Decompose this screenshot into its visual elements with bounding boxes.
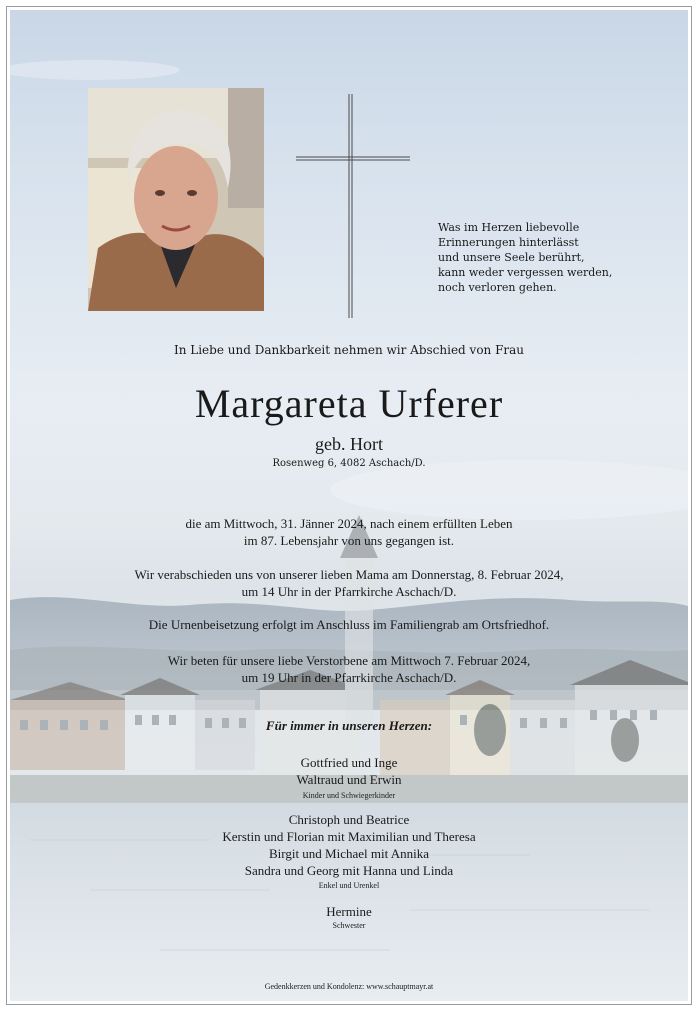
sister-name: Hermine — [326, 904, 372, 919]
death-notice-line: die am Mittwoch, 31. Jänner 2024, nach einem erfüllten Leben — [185, 516, 513, 531]
prayer-line: Wir beten für unsere liebe Verstorbene am Mittwoch 7. Februar 2024, — [167, 653, 531, 668]
deceased-name: Margareta Urferer — [194, 381, 504, 426]
portrait-photo — [88, 88, 264, 311]
mourner-name: Waltraud und Erwin — [296, 772, 402, 787]
quote-line: Erinnerungen hinterlässt — [438, 236, 579, 249]
children-list — [10, 754, 688, 788]
prayer-notice — [10, 652, 688, 686]
quote-line: Was im Herzen liebevolle — [438, 221, 580, 234]
mourner-name: Christoph und Beatrice — [288, 812, 410, 827]
children-label: Kinder und Schwiegerkinder — [302, 791, 396, 800]
obituary-card — [10, 10, 688, 1001]
farewell-notice — [10, 566, 688, 600]
quote-line: und unsere Seele berührt, — [438, 251, 585, 264]
death-notice — [10, 515, 688, 549]
intro-text: In Liebe und Dankbarkeit nehmen wir Abschied von Frau — [173, 343, 525, 357]
motto: Für immer in unseren Herzen: — [265, 718, 433, 733]
urn-notice: Die Urnenbeisetzung erfolgt im Anschluss im Familiengrab am Ortsfriedhof. — [148, 617, 550, 632]
maiden-name: geb. Hort — [315, 434, 383, 454]
farewell-line: um 14 Uhr in der Pfarrkirche Aschach/D. — [241, 584, 457, 599]
mourner-name: Birgit und Michael mit Annika — [268, 846, 430, 861]
mourner-name: Sandra und Georg mit Hanna und Linda — [244, 863, 454, 878]
mourner-name: Kerstin und Florian mit Maximilian und Theresa — [222, 829, 476, 844]
mourner-name: Gottfried und Inge — [300, 755, 398, 770]
prayer-line: um 19 Uhr in der Pfarrkirche Aschach/D. — [241, 670, 457, 685]
condolence-footer: Gedenkkerzen und Kondolenz: www.schauptmayr.at — [264, 982, 434, 991]
sister-label: Schwester — [332, 921, 366, 930]
death-notice-line: im 87. Lebensjahr von uns gegangen ist. — [243, 533, 455, 548]
address: Rosenweg 6, 4082 Aschach/D. — [272, 458, 426, 469]
quote-line: noch verloren gehen. — [438, 281, 557, 294]
grandchildren-list — [10, 811, 688, 879]
quote-line: kann weder vergessen werden, — [438, 266, 613, 279]
memorial-quote — [438, 220, 658, 295]
grandchildren-label: Enkel und Urenkel — [318, 881, 380, 890]
farewell-line: Wir verabschieden uns von unserer lieben Mama am Donnerstag, 8. Februar 2024, — [134, 567, 564, 582]
cross-icon — [296, 94, 410, 318]
